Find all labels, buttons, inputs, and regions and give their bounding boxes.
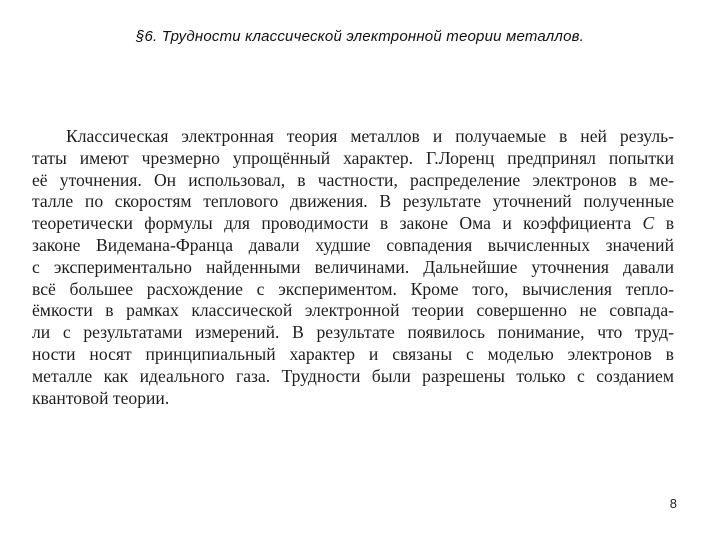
text-line: ли с результатами измерений. В результате появилось понимание, что труд- (32, 322, 674, 343)
text-segment: теоретически формулы для проводимости в законе Ома и коэффициента (32, 213, 632, 234)
text-line: квантовой теории. (32, 387, 170, 408)
text-line: ности носят принципиальный характер и связаны с моделью электронов в (32, 343, 674, 364)
text-line: всё большее расхождение с экспериментом. Кроме того, вычисления тепло- (32, 278, 674, 299)
text-line: её уточнения. Он использовал, в частности, распределение электронов в ме- (32, 169, 674, 190)
page-number: 8 (669, 496, 677, 511)
text-line: Классическая электронная теория металлов и получаемые в ней резуль- (66, 126, 674, 146)
text-line (32, 213, 674, 235)
text-line: ёмкости в рамках классической электронной теории совершенно не совпада- (32, 300, 674, 321)
text-line: законе Видемана-Франца давали худшие совпадения вычисленных значений (32, 234, 674, 255)
coefficient-symbol: C (642, 213, 655, 234)
text-line: талле по скоростям теплового движения. В результате уточнений полученные (32, 191, 674, 212)
text-line: с экспериментально найденными величинами. Дальнейшие уточнения давали (32, 256, 674, 277)
text-line: металле как идеального газа. Трудности были разрешены только с созданием (32, 365, 674, 386)
page-title: §6. Трудности классической электронной теории металлов. (135, 28, 585, 45)
text-segment: в (665, 213, 675, 234)
body-paragraph (32, 126, 674, 409)
text-line: таты имеют чрезмерно упрощённый характер. Г.Лоренц предпринял попытки (32, 147, 674, 168)
